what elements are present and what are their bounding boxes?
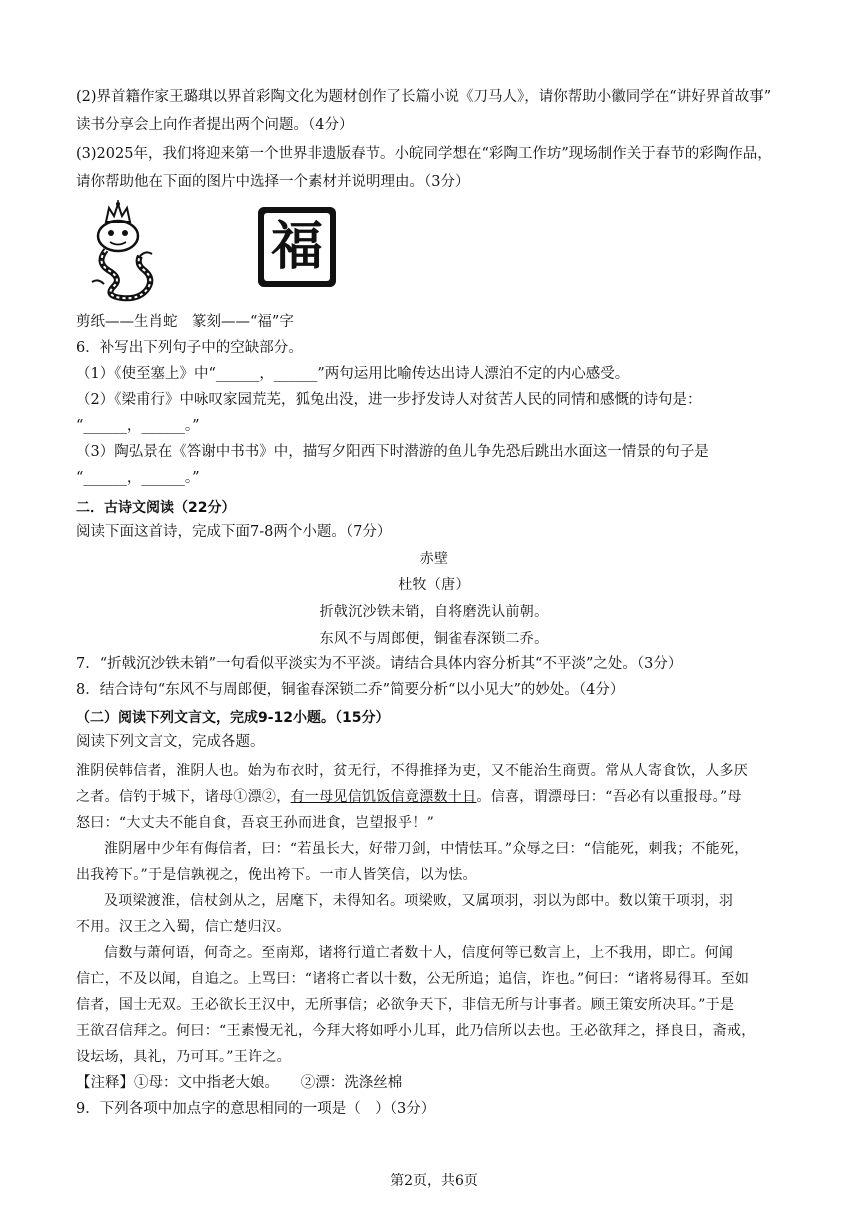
q6-sentence3a: （3）陶弘景在《答谢中书书》中，描写夕阳西下时潜游的鱼儿争先恐后跳出水面这一情景的句子是 — [76, 444, 709, 460]
text-p4-line4: 王欲召信拜之。何曰：“王素慢无礼，今拜大将如呼小儿耳，此乃信所以去也。王必欲拜之，择良日，斋戒， — [76, 1023, 756, 1039]
text-p2-line1: 淮阴屠中少年有侮信者，曰：“若虽长大，好带刀剑，中情怯耳。”众辱之曰：“信能死，刺我；不能死， — [104, 841, 749, 857]
section3-heading: （二）阅读下列文言文，完成9-12小题。（15分） — [76, 710, 390, 726]
text-p4-line1: 信数与萧何语，何奇之。至南郑，诸将行道亡者数十人，信度何等已数言上，上不我用，即亡。何闻 — [104, 945, 734, 961]
page-footer: 第2页，共6页 — [390, 1173, 478, 1189]
seal-fu-image — [258, 207, 336, 287]
text-p3-line2: 不用。汉王之入蜀，信亡楚归汉。 — [76, 919, 291, 935]
poem-title: 赤壁 — [419, 551, 449, 567]
papercut-snake-image — [78, 200, 158, 304]
text-p4-line2: 信亡，不及以闻，自追之。上骂曰：“诸将亡者以十数，公无所追；追信，诈也。”何曰：“诸将易得耳。至如 — [76, 971, 750, 987]
text-p3-line1: 及项梁渡淮，信杖剑从之，居麾下，未得知名。项梁败，又属项羽，羽以为郎中。数以策干项羽，羽 — [104, 893, 734, 909]
q9: 9．下列各项中加点字的意思相同的一项是（ ）（3分） — [76, 1101, 436, 1117]
q6-sentence2b: “______，______。” — [76, 418, 200, 434]
q5-part2-line1: (2)界首籍作家王璐琪以界首彩陶文化为题材创作了长篇小说《刀马人》，请你帮助小徽同学在“讲好界首故事” — [76, 89, 772, 105]
q5-part2-line2: 读书分享会上向作者提出两个问题。（4分） — [76, 117, 354, 133]
text-p4-line3: 信者，国士无双。王必欲长王汉中，无所事信；必欲争天下，非信无所与计事者。顾王策安所决耳。”于是 — [76, 997, 735, 1013]
q6-sentence1: （1）《使至塞上》中“______，______”两句运用比喻传达出诗人漂泊不定的内心感受。 — [76, 366, 630, 382]
text-p2-line2: 出我袴下。”于是信孰视之，俛出袴下。一市人皆笑信，以为怯。 — [76, 867, 477, 883]
text-p1-line3: 怒曰：“大丈夫不能自食，吾哀王孙而进食，岂望报乎！” — [76, 815, 435, 831]
underlined-sentence: 有一母见信饥饭信竟漂数十日 — [290, 789, 477, 805]
text-p4-line5: 设坛场，具礼，乃可耳。”王许之。 — [76, 1049, 291, 1065]
q6-title: 6．补写出下列句子中的空缺部分。 — [76, 340, 303, 356]
text-p1-line2: 之者。信钓于城下，诸母①漂②，有一母见信饥饭信竟漂数十日。信喜，谓漂母曰：“吾必有以重报母。”母 — [76, 789, 742, 805]
q5-part3-line1: (3)2025年，我们将迎来第一个世界非遗版春节。小皖同学想在“彩陶工作坊”现场制作关于春节的彩陶作品， — [76, 146, 772, 162]
seal-character: 福 — [270, 216, 323, 277]
section3-intro: 阅读下列文言文，完成各题。 — [76, 734, 265, 750]
q6-sentence2a: （2）《梁甫行》中咏叹家园荒芜，狐兔出没，进一步抒发诗人对贫苦人民的同情和感慨的诗句是： — [76, 392, 702, 408]
text-p1-line1: 淮阴侯韩信者，淮阴人也。始为布衣时，贫无行，不得推择为吏，又不能治生商贾。常从人寄食饮，人多厌 — [76, 763, 749, 779]
q7: 7．“折戟沉沙铁未销”一句看似平淡实为不平淡。请结合具体内容分析其“不平淡”之处。（3分） — [76, 656, 683, 672]
section2-heading: 二．古诗文阅读（22分） — [76, 500, 236, 516]
image-caption: 剪纸——生肖蛇 篆刻——“福”字 — [76, 314, 294, 330]
annotation-notes: 【注释】①母：文中指老大娘。 ②漂：洗涤丝棉 — [76, 1075, 403, 1091]
q8: 8．结合诗句“东风不与周郎便，铜雀春深锁二乔”简要分析“以小见大”的妙处。（4分） — [76, 682, 625, 698]
q5-part3-line2: 请你帮助他在下面的图片中选择一个素材并说明理由。（3分） — [76, 174, 470, 190]
section2-intro: 阅读下面这首诗，完成下面7-8两个小题。（7分） — [76, 524, 392, 540]
poem-line2: 东风不与周郎便，铜雀春深锁二乔。 — [319, 631, 549, 647]
poem-line1: 折戟沉沙铁未销，自将磨洗认前朝。 — [319, 604, 549, 620]
poem-author: 杜牧（唐） — [398, 577, 470, 593]
q6-sentence3b: “______，______。” — [76, 470, 200, 486]
